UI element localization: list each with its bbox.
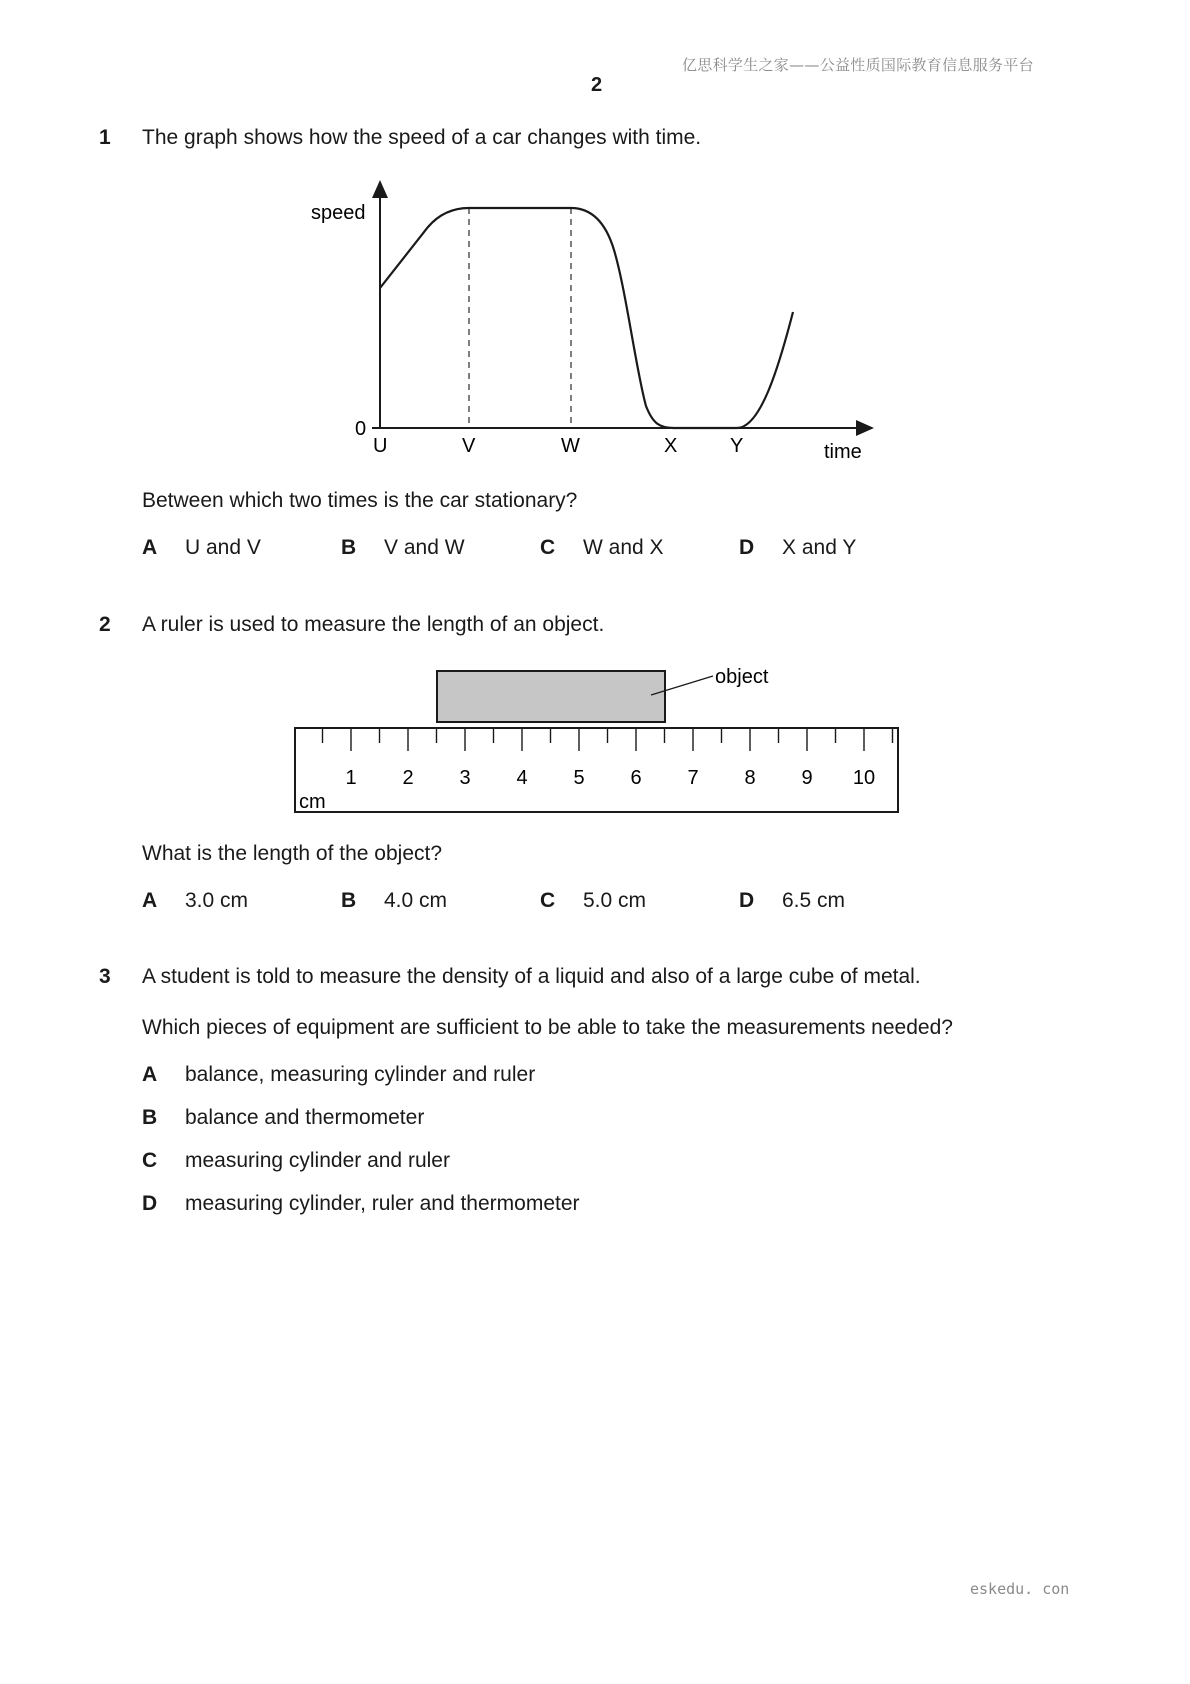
y-origin-label: 0 (355, 418, 367, 440)
q3-option-a-letter: A (142, 1063, 158, 1086)
q2-option-c-text: 5.0 cm (583, 889, 647, 912)
ruler-number: 2 (402, 767, 414, 789)
question-3-text: A student is told to measure the density of a liquid and also of a large cube of metal. (142, 965, 921, 988)
ruler-unit-label: cm (299, 791, 326, 813)
time-label-y: Y (730, 435, 744, 457)
ruler-number: 8 (744, 767, 756, 789)
question-1-prompt: Between which two times is the car stationary? (142, 489, 578, 512)
speed-curve (380, 208, 793, 428)
q1-option-d-letter: D (739, 536, 755, 559)
q1-option-c-text: W and X (583, 536, 664, 559)
measured-object (437, 671, 665, 722)
footer-site: eskedu. con (970, 1580, 1070, 1598)
q3-option-c-letter: C (142, 1149, 158, 1172)
ruler-number: 3 (459, 767, 471, 789)
header-site-title: 亿思科学生之家——公益性质国际教育信息服务平台 (682, 56, 1034, 74)
q1-option-c-letter: C (540, 536, 556, 559)
ruler-number: 5 (573, 767, 585, 789)
question-3-number: 3 (99, 965, 111, 988)
q1-option-d-text: X and Y (782, 536, 857, 559)
y-axis-label: speed (311, 202, 366, 224)
q1-option-a-letter: A (142, 536, 158, 559)
ruler-number: 6 (630, 767, 642, 789)
q1-option-b-letter: B (341, 536, 357, 559)
time-label-v: V (462, 435, 476, 457)
question-2-text: A ruler is used to measure the length of an object. (142, 613, 605, 636)
q2-option-a-text: 3.0 cm (185, 889, 249, 912)
ruler-number: 1 (345, 767, 357, 789)
q2-option-b-letter: B (341, 889, 357, 912)
ruler-number: 9 (801, 767, 813, 789)
q3-option-b-text: balance and thermometer (185, 1106, 425, 1129)
question-1-text: The graph shows how the speed of a car changes with time. (142, 126, 702, 149)
ruler-diagram (290, 660, 910, 820)
ruler-number: 4 (516, 767, 528, 789)
q2-option-d-text: 6.5 cm (782, 889, 846, 912)
object-label: object (715, 666, 769, 688)
q2-option-b-text: 4.0 cm (384, 889, 448, 912)
q2-option-d-letter: D (739, 889, 755, 912)
q1-option-a-text: U and V (185, 536, 261, 559)
q2-option-a-letter: A (142, 889, 158, 912)
q3-option-b-letter: B (142, 1106, 158, 1129)
ruler-number: 10 (852, 767, 876, 789)
time-label-x: X (664, 435, 678, 457)
time-label-u: U (373, 435, 388, 457)
question-2-prompt: What is the length of the object? (142, 842, 443, 865)
question-3-prompt: Which pieces of equipment are sufficient to be able to take the measurements needed? (142, 1016, 953, 1039)
q2-option-c-letter: C (540, 889, 556, 912)
question-2-number: 2 (99, 613, 111, 636)
page-number: 2 (591, 74, 603, 96)
time-label-w: W (561, 435, 580, 457)
q3-option-a-text: balance, measuring cylinder and ruler (185, 1063, 536, 1086)
question-1-number: 1 (99, 126, 111, 149)
q3-option-d-text: measuring cylinder, ruler and thermometer (185, 1192, 580, 1215)
q3-option-c-text: measuring cylinder and ruler (185, 1149, 450, 1172)
ruler-number: 7 (687, 767, 699, 789)
q3-option-d-letter: D (142, 1192, 158, 1215)
speed-time-graph (290, 170, 890, 470)
x-axis-label: time (824, 441, 862, 463)
q1-option-b-text: V and W (384, 536, 465, 559)
